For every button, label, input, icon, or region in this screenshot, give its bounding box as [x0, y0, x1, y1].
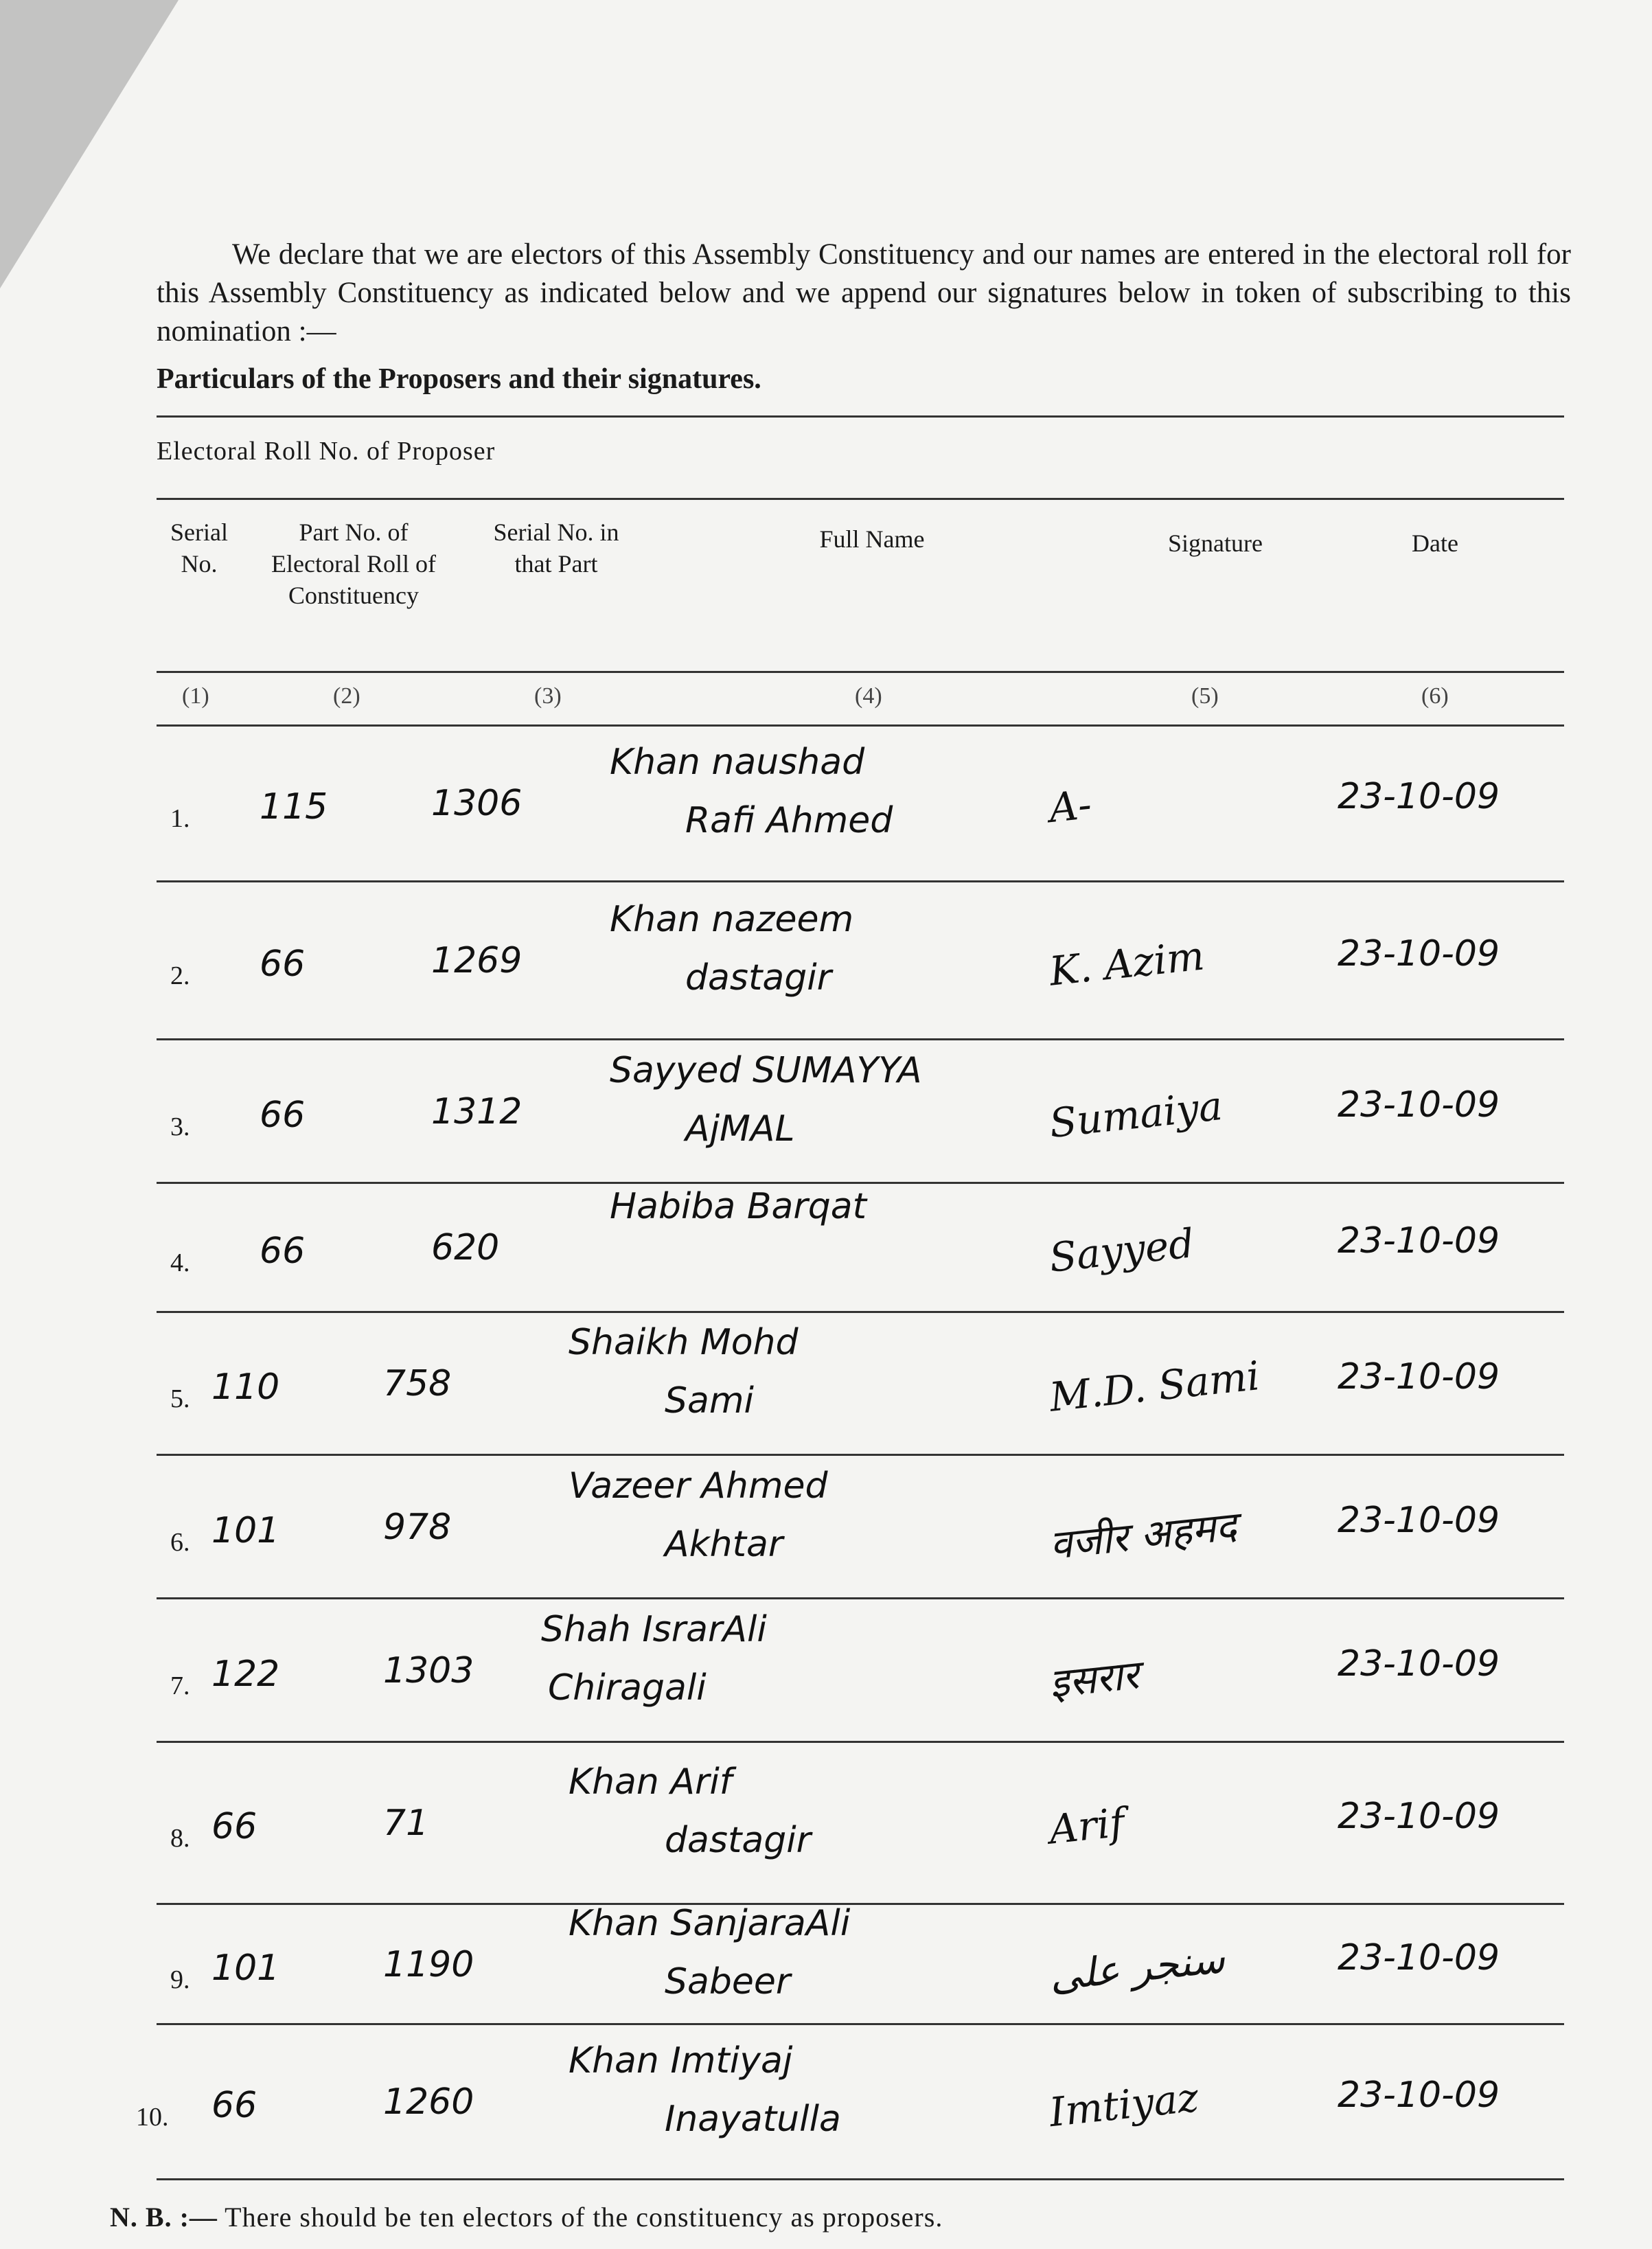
full-name-line1: Vazeer Ahmed [569, 1465, 828, 1507]
table-row [157, 1312, 1564, 1455]
signature: Sayyed [1047, 1220, 1197, 1281]
full-name-line2: Sabeer [665, 1961, 791, 2002]
part-number: 110 [211, 1367, 280, 1408]
col-header-serial-in-part: Serial No. in that Part [493, 518, 619, 578]
serial-number: 1. [170, 803, 190, 833]
table-row [136, 2024, 1564, 2180]
part-number: 122 [211, 1653, 280, 1695]
full-name-line2: Chiragali [548, 1667, 707, 1709]
full-name-line2: Sami [665, 1380, 754, 1422]
part-number: 66 [260, 1231, 306, 1272]
full-name-line2: Akhtar [665, 1523, 783, 1565]
col-number: (3) [534, 683, 562, 709]
electoral-roll-label: Electoral Roll No. of Proposer [157, 437, 496, 466]
serial-number: 4. [170, 1248, 190, 1277]
date: 23-10-09 [1338, 1643, 1500, 1685]
table-row [157, 882, 1564, 1040]
full-name-line2: dastagir [665, 1820, 812, 1861]
serial-in-part: 620 [431, 1227, 500, 1268]
full-name-line2: AjMAL [685, 1108, 795, 1150]
date: 23-10-09 [1338, 775, 1500, 817]
serial-in-part: 1190 [383, 1943, 474, 1985]
signature: Imtiyaz [1047, 2073, 1201, 2136]
signature: K. Azim [1047, 932, 1207, 995]
footnote [110, 2201, 943, 2233]
part-number: 66 [211, 1806, 257, 1847]
row-divider [157, 2178, 1564, 2180]
serial-number: 5. [170, 1384, 190, 1413]
divider [157, 415, 1564, 418]
table-row [157, 1599, 1564, 1742]
divider [157, 498, 1564, 500]
table-row [157, 724, 1564, 882]
serial-number: 10. [136, 2103, 169, 2132]
date: 23-10-09 [1338, 933, 1500, 974]
serial-in-part: 71 [383, 1803, 429, 1844]
serial-in-part: 1260 [383, 2081, 474, 2123]
date: 23-10-09 [1338, 1356, 1500, 1397]
footnote-label: N. B. :— [110, 2202, 218, 2233]
date: 23-10-09 [1338, 2075, 1500, 2116]
serial-in-part: 1269 [431, 940, 523, 981]
col-number: (6) [1421, 683, 1449, 709]
col-number: (4) [855, 683, 882, 709]
part-number: 66 [260, 944, 306, 985]
col-header-full-name: Full Name [819, 525, 925, 553]
serial-in-part: 978 [383, 1506, 452, 1548]
full-name-line1: Sayyed SUMAYYA [610, 1049, 922, 1091]
full-name-line1: Khan naushad [610, 741, 865, 783]
declaration-text: We declare that we are electors of this Assembly Constituency and our names are entered in the electoral roll for this Assembly Constituency as indicated below and we append our signatures below in token of subscribing to this nomination :— [157, 238, 1571, 347]
signature: वजीर अहमद [1047, 1502, 1239, 1568]
full-name-line1: Khan Imtiyaj [569, 2040, 793, 2081]
col-header-signature: Signature [1168, 529, 1263, 557]
full-name-line1: Khan nazeem [610, 899, 854, 940]
serial-number: 8. [170, 1824, 190, 1853]
part-number: 115 [260, 786, 328, 827]
part-number: 66 [260, 1094, 306, 1136]
serial-in-part: 1306 [431, 782, 523, 824]
signature: سنجر علی [1047, 1934, 1227, 2000]
date: 23-10-09 [1338, 1084, 1500, 1126]
date: 23-10-09 [1338, 1937, 1500, 1978]
divider [157, 671, 1564, 673]
col-number: (5) [1191, 683, 1219, 709]
serial-number: 6. [170, 1527, 190, 1557]
serial-number: 7. [170, 1671, 190, 1700]
col-header-part-no: Part No. of Electoral Roll of Constituency [271, 518, 436, 609]
full-name-line1: Khan Arif [569, 1761, 733, 1803]
signature: इसरार [1047, 1650, 1141, 1707]
table-row [157, 1742, 1564, 1904]
signature: Arif [1046, 1799, 1127, 1853]
table-row [157, 1904, 1564, 2024]
full-name-line1: Khan SanjaraAli [569, 1902, 851, 1944]
col-header-serial: Serial No. [170, 518, 228, 578]
col-number: (1) [182, 683, 209, 709]
col-header-date: Date [1412, 529, 1458, 557]
signature: M.D. Sami [1047, 1352, 1262, 1421]
signature: Sumaiya [1047, 1082, 1225, 1147]
date: 23-10-09 [1338, 1796, 1500, 1837]
full-name-line2: Rafi Ahmed [685, 799, 893, 841]
full-name-line2: dastagir [685, 957, 832, 998]
col-number: (2) [333, 683, 360, 709]
full-name-line1: Habiba Barqat [610, 1186, 867, 1227]
date: 23-10-09 [1338, 1499, 1500, 1541]
full-name-line1: Shaikh Mohd [569, 1322, 799, 1363]
table-row [157, 1040, 1564, 1183]
serial-number: 3. [170, 1112, 190, 1141]
serial-number: 9. [170, 1965, 190, 1994]
serial-in-part: 758 [383, 1363, 452, 1404]
full-name-line2: Inayatulla [665, 2099, 841, 2140]
date: 23-10-09 [1338, 1220, 1500, 1262]
section-heading: Particulars of the Proposers and their signatures. [157, 363, 761, 395]
full-name-line1: Shah IsrarAli [541, 1608, 767, 1650]
table-row [157, 1455, 1564, 1599]
folded-page-corner [0, 0, 179, 288]
part-number: 66 [211, 2085, 257, 2126]
signature: A- [1046, 780, 1094, 832]
serial-number: 2. [170, 961, 190, 990]
part-number: 101 [211, 1947, 280, 1989]
footnote-text: There should be ten electors of the constituency as proposers. [225, 2202, 943, 2233]
serial-in-part: 1312 [431, 1091, 523, 1132]
table-row [157, 1183, 1564, 1312]
serial-in-part: 1303 [383, 1649, 474, 1691]
part-number: 101 [211, 1509, 280, 1551]
